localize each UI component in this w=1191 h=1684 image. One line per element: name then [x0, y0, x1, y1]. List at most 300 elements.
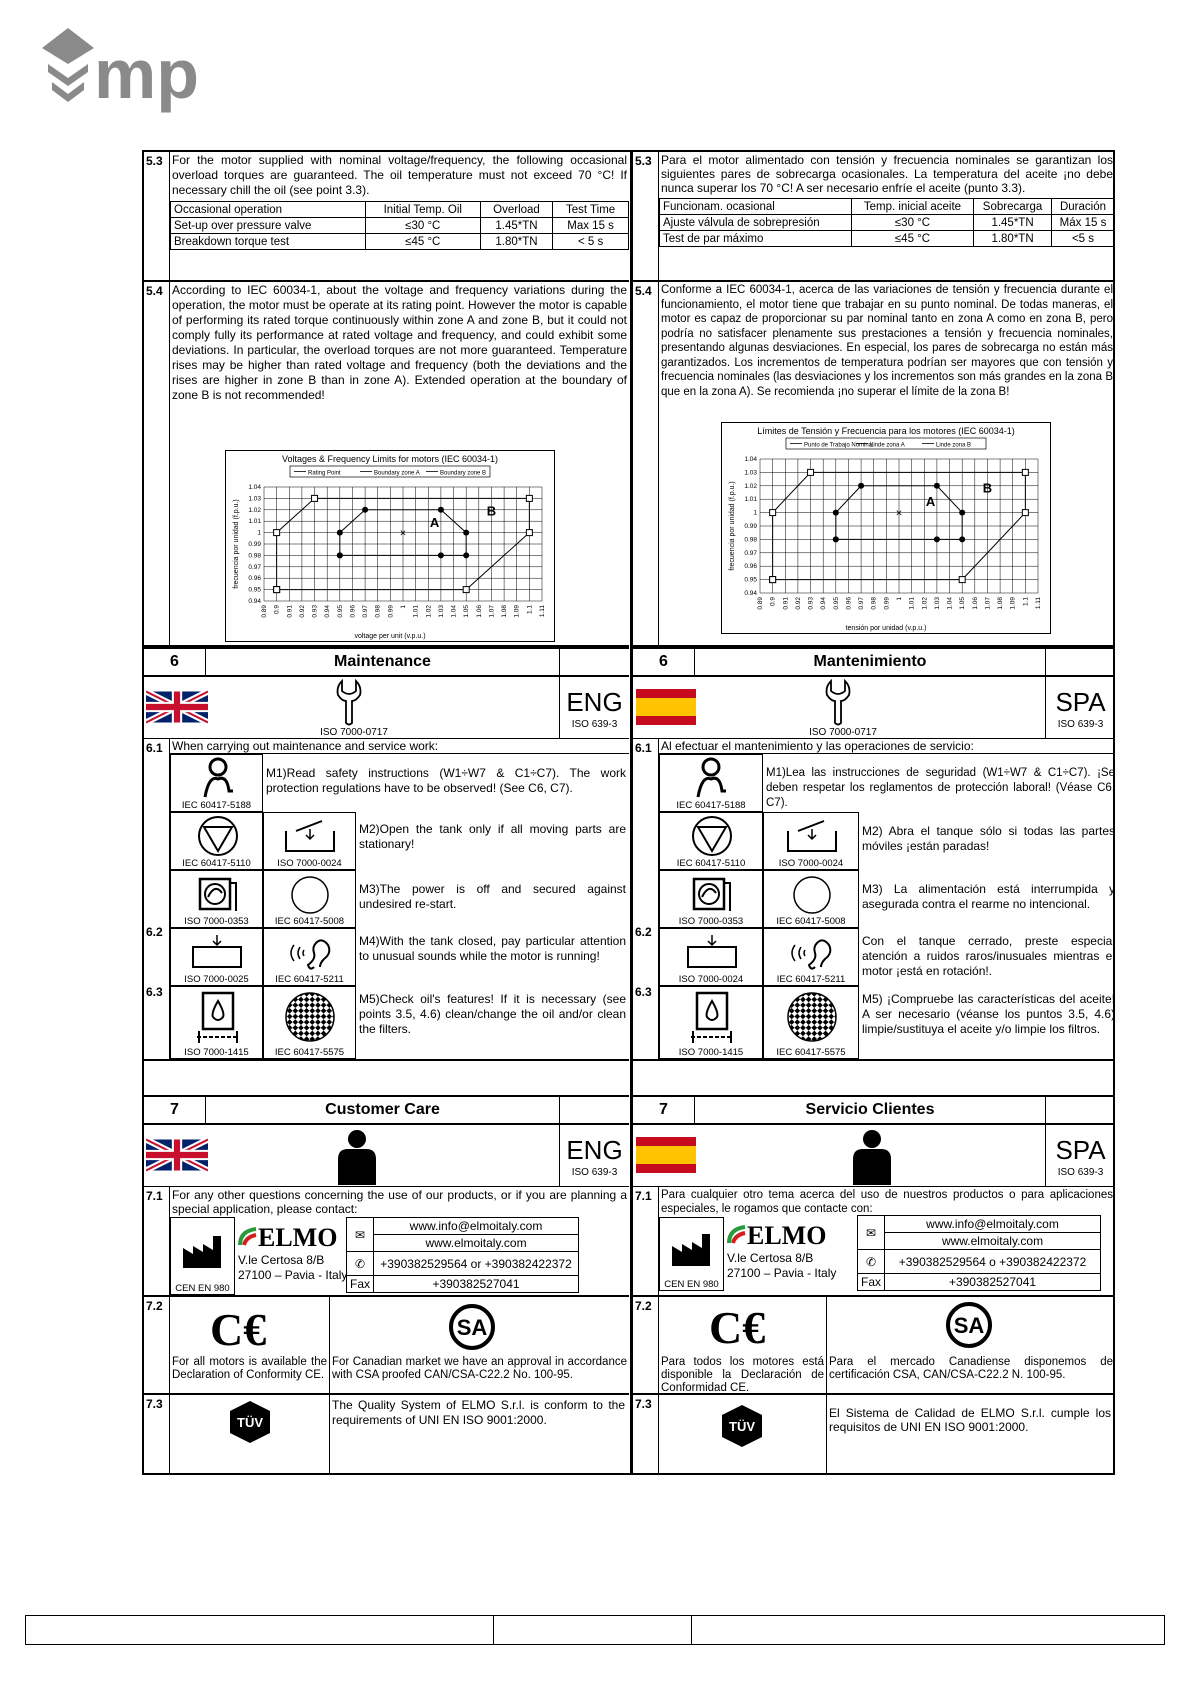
x-tick-label: 0.92 — [794, 597, 802, 610]
y-tick-label: 0.95 — [744, 576, 757, 584]
csa-mark-icon — [945, 1301, 993, 1349]
y-tick-label: 1.03 — [248, 495, 261, 503]
section-5-3 — [144, 152, 629, 282]
uk-flag-icon — [146, 1137, 208, 1173]
icon-caption: ISO 7000-0025 — [184, 974, 249, 985]
x-tick-label: 0.89 — [757, 597, 764, 610]
legend-label: Linde zona A — [870, 442, 905, 449]
csa-text: Para el mercado Canadiense disponemos de certificación CSA, CAN/CSA-C22.2 N. 100-95. — [829, 1356, 1113, 1381]
oil-check-icon — [687, 989, 737, 1045]
x-tick-label: 1.02 — [921, 597, 929, 610]
y-tick-label: 0.97 — [744, 549, 757, 557]
stop-triangle-icon — [690, 815, 734, 857]
rating-point-marker: × — [895, 507, 903, 520]
y-axis-label: frecuencia por unidad (f.p.u.) — [233, 499, 240, 589]
language-code: SPA — [1055, 687, 1106, 717]
overload-table — [170, 201, 629, 250]
oil-check-icon — [193, 989, 243, 1045]
x-tick-label: 0.91 — [286, 605, 294, 618]
maintenance-block — [144, 739, 629, 1061]
section-number: 7.3 — [144, 1395, 170, 1475]
table-cell: Ajuste válvula de sobrepresión — [660, 215, 852, 231]
table-header: Temp. inicial aceite — [851, 199, 973, 215]
section-7-header — [633, 1095, 1115, 1125]
language-code: SPA — [1055, 1135, 1106, 1165]
instruction-m2: M2)Open the tank only if all moving parts are stationary! — [359, 822, 626, 851]
icon-caption: IEC 60417-5110 — [676, 858, 746, 869]
x-tick-label: 1.1 — [1022, 597, 1030, 607]
zone-b-point — [959, 577, 965, 583]
section-number: 6.2 — [635, 925, 652, 939]
language-code: ENG — [566, 687, 623, 717]
zone-b-point — [526, 495, 532, 501]
section-number: 6.2 — [146, 925, 163, 939]
table-cell: Max 15 s — [553, 218, 629, 234]
icon-caption: ISO 7000-0024 — [277, 858, 342, 869]
table-cell: ≤45 °C — [851, 231, 973, 247]
power-off-icon — [690, 875, 734, 915]
x-tick-label: 1.05 — [959, 597, 967, 610]
y-tick-label: 0.95 — [248, 586, 261, 594]
section-text: Para el motor alimentado con tensión y frecuencia nominales se garantizan los siguientes pares de sobrecarga ocasionales. La temperatura del aceite ¡no debe nunca superar los 70 °C! A ser necesario enfríe el aceite (punto 3.3). — [661, 153, 1113, 195]
table-cell: Breakdown torque test — [171, 234, 366, 250]
y-axis-label: frecuencia por unidad (f.p.u.) — [729, 481, 736, 571]
x-tick-label: 1.04 — [946, 597, 954, 610]
y-tick-label: 1.01 — [744, 496, 757, 504]
y-tick-label: 0.94 — [248, 598, 261, 605]
table-header: Sobrecarga — [974, 199, 1052, 215]
section-text: For the motor supplied with nominal voltage/frequency, the following occasional overload torques are guaranteed. The oil temperature must not exceed 70 °C! If necessary chill the oil (see point 3.3). — [172, 153, 627, 197]
x-tick-label: 0.96 — [349, 605, 357, 618]
section-number: 7 — [144, 1097, 206, 1123]
phone: +390382529564 or +390382422372 — [374, 1252, 579, 1276]
ce-text: For all motors is available the Declaration of Conformity CE. — [172, 1356, 327, 1381]
email-icon: ✉ — [858, 1216, 885, 1250]
voltage-frequency-chart — [225, 450, 555, 642]
filter-icon — [284, 991, 336, 1043]
section-title: Maintenance — [334, 653, 431, 670]
x-tick-label: 0.97 — [362, 605, 370, 618]
icon-caption: IEC 60417-5188 — [676, 800, 746, 811]
svg-text:TÜV: TÜV — [729, 1419, 755, 1434]
logo-text: mp — [94, 35, 199, 113]
zone-b-point — [1022, 469, 1028, 475]
zone-a-point — [833, 510, 839, 516]
x-tick-label: 1.07 — [488, 605, 496, 618]
svg-text:TÜV: TÜV — [237, 1415, 263, 1430]
table-cell: < 5 s — [553, 234, 629, 250]
section-number: 7.2 — [144, 1297, 170, 1393]
address-line-1: V.le Certosa 8/B — [727, 1251, 814, 1265]
x-tick-label: 1 — [400, 605, 407, 609]
table-cell: 1.80*TN — [974, 231, 1052, 247]
rating-point-marker: × — [399, 527, 407, 540]
zone-b-point — [312, 495, 318, 501]
icon-caption: IEC 60417-5211 — [275, 974, 344, 985]
chart-title: Límites de Tensión y Frecuencia para los motores (IEC 60034-1) — [757, 426, 1015, 436]
language-standard: ISO 639-3 — [1057, 719, 1104, 730]
open-tank-icon — [282, 819, 338, 855]
person-icon — [849, 1129, 895, 1185]
email[interactable]: www.info@elmoitaly.com — [885, 1216, 1101, 1233]
x-tick-label: 0.93 — [311, 605, 319, 618]
intro-text: Al efectuar el mantenimiento y las operaciones de servicio: — [659, 739, 1115, 754]
quality-text: El Sistema de Calidad de ELMO S.r.l. cumple los requisitos de UNI EN ISO 9001:2000. — [829, 1406, 1111, 1434]
column-spanish — [630, 152, 1115, 1473]
section-5-4 — [144, 282, 629, 647]
y-tick-label: 1 — [257, 529, 261, 537]
language-standard: ISO 639-3 — [1057, 1167, 1104, 1178]
icon-caption: IEC 60417-5188 — [181, 800, 252, 811]
icon-caption: CEN EN 980 — [664, 1279, 719, 1290]
x-tick-label: 0.99 — [387, 605, 395, 618]
legend-label: Punto de Trabajo Nominal — [804, 442, 874, 449]
section-number: 6 — [633, 649, 695, 675]
email-icon: ✉ — [347, 1218, 374, 1252]
x-tick-label: 1.07 — [984, 597, 992, 610]
table-header: Test Time — [553, 202, 629, 218]
zone-a-point — [858, 483, 864, 489]
iso-caption: ISO 7000-0717 — [320, 727, 388, 738]
section-7-1 — [633, 1187, 1115, 1297]
filter-icon — [786, 991, 838, 1043]
zone-a-point — [337, 552, 343, 558]
fax-label: Fax — [858, 1274, 885, 1291]
zone-b-point — [770, 510, 776, 516]
maintenance-block — [633, 739, 1115, 1061]
x-tick-label: 1 — [896, 597, 903, 601]
x-axis-label: voltage per unit (v.p.u.) — [354, 633, 426, 640]
instruction-m3: M3)The power is off and secured against undesired re-start. — [359, 882, 626, 911]
fax: +390382527041 — [885, 1274, 1101, 1291]
elmo-logo-icon — [727, 1225, 747, 1245]
icon-caption: ISO 7000-0024 — [678, 974, 744, 985]
zone-b-point — [274, 530, 280, 536]
table-cell: Máx 15 s — [1052, 215, 1115, 231]
contact-table — [857, 1215, 1101, 1291]
y-tick-label: 0.98 — [248, 552, 261, 560]
footer-bar — [25, 1615, 1165, 1645]
section-5-3 — [633, 152, 1115, 282]
zone-b-point — [526, 530, 532, 536]
section-text: Conforme a IEC 60034-1, acerca de las variaciones de tensión y frecuencia durante el funcionamiento, el motor tiene que trabajar en su punto nominal. De todas maneras, el motor es capaz de proporcionar su par nominal tanto en zona A como en zona B, pero podría no satisfacer plenamente sus prestaciones a tensión y frecuencia nominales, presentando algunas desviaciones. En especial, los pares de sobrecarga no están más garantizados. Los incrementos de temperatura podrían ser mayores que con tensión y frecuencia nominales (las desviaciones y los incrementos son más grandes en la zona B que en la zona A). Se recomienda ¡no superar el límite de la zona B! — [661, 284, 1113, 398]
icon-caption: IEC 60417-5575 — [274, 1047, 345, 1058]
column-english — [144, 152, 629, 1473]
instruction-m5: M5) ¡Compruebe las características del aceite! A ser necesario (véanse los puntos 3.5, 4.6) limpie/sustituya el aceite y/o limpie los filtros. — [862, 992, 1115, 1036]
table-cell: ≤45 °C — [365, 234, 480, 250]
icon-caption: ISO 7000-1415 — [184, 1047, 249, 1058]
x-tick-label: 1.02 — [425, 605, 433, 618]
table-cell: 1.80*TN — [480, 234, 552, 250]
x-tick-label: 1.06 — [475, 605, 483, 618]
section-title: Customer Care — [325, 1101, 440, 1118]
section-text: For any other questions concerning the use of our products, or if you are planning a special application, please contact: — [172, 1188, 627, 1216]
table-cell: ≤30 °C — [851, 215, 973, 231]
ce-mark-icon: C€ — [709, 1302, 766, 1353]
x-tick-label: 1.08 — [501, 605, 509, 618]
zone-a-point — [463, 552, 469, 558]
y-tick-label: 1.04 — [248, 484, 261, 491]
y-tick-label: 1.04 — [744, 456, 757, 463]
x-tick-label: 1.03 — [437, 605, 445, 618]
y-tick-label: 0.99 — [744, 523, 757, 530]
phone-icon: ✆ — [858, 1250, 885, 1274]
zone-b-point — [770, 577, 776, 583]
language-row — [144, 677, 629, 739]
section-5-4 — [633, 282, 1115, 647]
zone-b-point — [1022, 510, 1028, 516]
table-cell: 1.45*TN — [480, 218, 552, 234]
zone-a-point — [463, 530, 469, 536]
table-header: Duración — [1052, 199, 1115, 215]
y-tick-label: 1.01 — [248, 518, 261, 526]
section-title: Servicio Clientes — [805, 1101, 935, 1118]
section-7-3 — [633, 1395, 1115, 1475]
x-axis-label: tensión por unidad (v.p.u.) — [845, 625, 927, 632]
chart-title: Voltages & Frequency Limits for motors (IEC 60034-1) — [281, 454, 499, 464]
section-number: 6.1 — [635, 741, 652, 755]
x-tick-label: 0.95 — [336, 605, 344, 618]
email[interactable]: www.info@elmoitaly.com — [374, 1218, 579, 1235]
zone-a-label: A — [429, 514, 440, 530]
instruction-m4: Con el tanque cerrado, preste especial atención a ruidos raros/inusuales mientras el motor ¡está en rotación!. — [862, 934, 1115, 978]
ce-mark-icon: C€ — [210, 1304, 267, 1355]
section-number: 6.3 — [146, 985, 163, 999]
zone-a-point — [959, 510, 965, 516]
icon-caption: IEC 60417-5211 — [776, 974, 846, 985]
instruction-m3: M3) La alimentación está interrumpida y asegurada contra el rearme no intencional. — [862, 882, 1115, 911]
section-number: 5.4 — [633, 282, 659, 645]
table-cell: <5 s — [1052, 231, 1115, 247]
instruction-m1: M1)Lea las instrucciones de seguridad (W1÷W7 & C1÷C7). ¡Se deben respetar los reglamentos de protección laboral! (Véase C6, C7). — [766, 767, 1115, 809]
wrench-icon — [334, 679, 364, 727]
y-tick-label: 0.97 — [248, 563, 261, 571]
x-tick-label: 0.99 — [883, 597, 891, 610]
brand-name: ELMO — [747, 1221, 827, 1250]
manufacturer-icon — [670, 1232, 714, 1268]
open-tank-icon — [784, 819, 840, 855]
x-tick-label: 1.04 — [450, 605, 458, 618]
section-number: 6 — [144, 649, 206, 675]
legend-label: Boundary zone A — [374, 470, 420, 477]
instruction-m1: M1)Read safety instructions (W1÷W7 & C1÷C7). The work protection regulations have to be observed! (See C6, C7). — [266, 766, 626, 795]
x-tick-label: 0.98 — [870, 597, 878, 610]
x-tick-label: 0.98 — [374, 605, 382, 618]
y-tick-label: 0.96 — [744, 563, 757, 571]
icon-caption: IEC 60417-5008 — [274, 916, 345, 927]
x-tick-label: 1.05 — [463, 605, 471, 618]
language-standard: ISO 639-3 — [571, 1167, 618, 1178]
section-title: Mantenimiento — [813, 653, 927, 670]
read-instructions-icon — [201, 757, 235, 799]
off-circle-icon — [790, 875, 834, 915]
address-line-2: 27100 – Pavia - Italy — [238, 1268, 348, 1282]
zone-a-point — [934, 536, 940, 542]
x-tick-label: 0.93 — [807, 597, 815, 610]
phone-icon: ✆ — [347, 1252, 374, 1276]
icon-caption: IEC 60417-5110 — [182, 858, 251, 869]
x-tick-label: 0.91 — [782, 597, 790, 610]
document-sheet — [142, 150, 1115, 1475]
contact-table — [346, 1217, 579, 1293]
table-header: Initial Temp. Oil — [365, 202, 480, 218]
x-tick-label: 1.11 — [1035, 597, 1042, 610]
csa-text: For Canadian market we have an approval in accordance with CSA proofed CAN/CSA-C22.2 No. 100-95. — [332, 1356, 627, 1381]
website[interactable]: www.elmoitaly.com — [885, 1233, 1101, 1250]
table-cell: Test de par máximo — [660, 231, 852, 247]
section-number: 7.1 — [144, 1187, 170, 1295]
website[interactable]: www.elmoitaly.com — [374, 1235, 579, 1252]
section-6-header — [144, 647, 629, 677]
zone-a-point — [438, 507, 444, 513]
icon-caption: IEC 60417-5008 — [776, 916, 846, 927]
table-cell: 1.45*TN — [974, 215, 1052, 231]
instruction-m5: M5)Check oil's features! If it is necessary (see points 3.5, 4.6) clean/change the oil and/or clean the filters. — [359, 992, 626, 1036]
table-header: Funcionam. ocasional — [660, 199, 852, 215]
section-7-1 — [144, 1187, 629, 1297]
icon-caption: IEC 60417-5575 — [776, 1047, 846, 1058]
section-number: 5.4 — [144, 282, 170, 645]
x-tick-label: 0.96 — [845, 597, 853, 610]
x-tick-label: 1.01 — [412, 605, 420, 618]
x-tick-label: 0.97 — [858, 597, 866, 610]
y-tick-label: 1 — [753, 509, 757, 517]
x-tick-label: 0.94 — [820, 597, 828, 610]
zone-b-label: B — [486, 503, 497, 519]
language-row — [633, 677, 1115, 739]
csa-mark-icon — [448, 1303, 496, 1351]
off-circle-icon — [288, 875, 332, 915]
language-code: ENG — [566, 1135, 623, 1165]
manufacturer-icon — [181, 1234, 225, 1270]
wrench-icon — [823, 679, 853, 727]
section-7-3 — [144, 1395, 629, 1475]
x-tick-label: 1.01 — [908, 597, 916, 610]
elmo-brand — [238, 1221, 348, 1291]
x-tick-label: 1.03 — [933, 597, 941, 610]
spain-flag-icon — [635, 1137, 697, 1173]
zone-a-point — [833, 536, 839, 542]
x-tick-label: 0.9 — [769, 597, 777, 607]
zone-b-point — [463, 587, 469, 593]
x-tick-label: 0.89 — [261, 605, 268, 618]
x-tick-label: 0.95 — [832, 597, 840, 610]
icon-caption: ISO 7000-0024 — [778, 858, 844, 869]
stop-triangle-icon — [196, 815, 240, 857]
person-icon — [334, 1129, 380, 1185]
zone-b-label: B — [982, 480, 993, 496]
table-cell: Set-up over pressure valve — [171, 218, 366, 234]
zone-a-point — [438, 552, 444, 558]
brand-name: ELMO — [258, 1223, 338, 1252]
x-tick-label: 1.11 — [539, 605, 546, 618]
elmo-brand — [727, 1219, 857, 1289]
table-header: Overload — [480, 202, 552, 218]
section-7-header — [144, 1095, 629, 1125]
iso-caption: ISO 7000-0717 — [809, 727, 877, 738]
instruction-m4: M4)With the tank closed, pay particular attention to unusual sounds while the motor is running! — [359, 934, 626, 963]
phone: +390382529564 o +390382422372 — [885, 1250, 1101, 1274]
elmo-logo-icon — [238, 1227, 258, 1247]
read-instructions-icon — [694, 757, 728, 799]
zone-b-point — [808, 469, 814, 475]
legend-label: Linde zona B — [936, 442, 972, 449]
svg-text:SA: SA — [953, 1313, 985, 1338]
svg-text:SA: SA — [456, 1315, 488, 1340]
section-number: 7 — [633, 1097, 695, 1123]
x-tick-label: 1.08 — [997, 597, 1005, 610]
y-tick-label: 0.99 — [248, 541, 261, 548]
y-tick-label: 0.94 — [744, 590, 757, 597]
fax: +390382527041 — [374, 1276, 579, 1293]
language-standard: ISO 639-3 — [571, 719, 618, 730]
zone-a-point — [337, 530, 343, 536]
fax-label: Fax — [347, 1276, 374, 1293]
uk-flag-icon — [146, 689, 208, 725]
section-number: 6.3 — [635, 985, 652, 999]
y-tick-label: 1.02 — [248, 506, 261, 514]
instruction-m2: M2) Abra el tanque sólo si todas las partes móviles ¡están paradas! — [862, 824, 1115, 853]
zone-a-label: A — [925, 493, 936, 509]
x-tick-label: 0.92 — [298, 605, 306, 618]
overload-table — [659, 198, 1115, 247]
icon-caption: ISO 7000-0353 — [184, 916, 249, 927]
voltage-frequency-chart — [721, 422, 1051, 634]
y-tick-label: 0.96 — [248, 575, 261, 583]
ear-listen-icon — [787, 933, 837, 973]
zone-a-point — [959, 536, 965, 542]
x-tick-label: 1.06 — [971, 597, 979, 610]
spain-flag-icon — [635, 689, 697, 725]
legend-label: Rating Point — [308, 470, 341, 477]
section-number: 5.3 — [633, 152, 659, 280]
tuv-badge-icon — [717, 1403, 767, 1449]
section-number: 7.3 — [633, 1395, 659, 1475]
mp-logo — [40, 20, 200, 130]
table-cell: ≤30 °C — [365, 218, 480, 234]
x-tick-label: 0.94 — [324, 605, 332, 618]
y-tick-label: 1.03 — [744, 469, 757, 477]
y-tick-label: 0.98 — [744, 536, 757, 544]
section-7-2 — [633, 1297, 1115, 1395]
section-number: 6.1 — [146, 741, 163, 755]
table-header: Occasional operation — [171, 202, 366, 218]
zone-a-point — [934, 483, 940, 489]
x-tick-label: 1.1 — [526, 605, 534, 615]
language-row — [633, 1125, 1115, 1187]
closed-tank-icon — [189, 933, 245, 971]
section-number: 7.1 — [633, 1187, 659, 1295]
legend-label: Boundary zone B — [440, 470, 487, 477]
icon-caption: ISO 7000-0353 — [678, 916, 744, 927]
section-number: 7.2 — [633, 1297, 659, 1393]
ear-listen-icon — [286, 933, 336, 973]
section-text: According to IEC 60034-1, about the voltage and frequency variations during the operation, the motor must be operate at its rating point. However the motor is capable of performing its rated torque continuously within zone A and zone B, but it could not comply fully its performance at rated voltage and frequency, and could exhibit some deviations. In particular, the overload torques are not more guaranteed. Temperature rises may be higher than rated voltage and frequency (both the deviations and the rises are higher in zone B than in zone A). Extended operation at the boundary of zone B is not recommended! — [172, 283, 627, 402]
section-6-header — [633, 647, 1115, 677]
intro-text: When carrying out maintenance and service work: — [170, 739, 629, 754]
x-tick-label: 0.9 — [273, 605, 281, 615]
y-tick-label: 1.02 — [744, 482, 757, 490]
ce-text: Para todos los motores está disponible la Declaración de Conformidad CE. — [661, 1356, 824, 1394]
closed-tank-icon — [684, 933, 740, 971]
section-text: Para cualquier otro tema acerca del uso de nuestros productos o para aplicaciones especiales, le rogamos que contacte con: — [661, 1189, 1113, 1215]
section-number: 5.3 — [144, 152, 170, 280]
x-tick-label: 1.09 — [513, 605, 521, 618]
x-tick-label: 1.09 — [1009, 597, 1017, 610]
zone-b-point — [274, 587, 280, 593]
zone-a-point — [362, 507, 368, 513]
tuv-badge-icon — [225, 1399, 275, 1445]
